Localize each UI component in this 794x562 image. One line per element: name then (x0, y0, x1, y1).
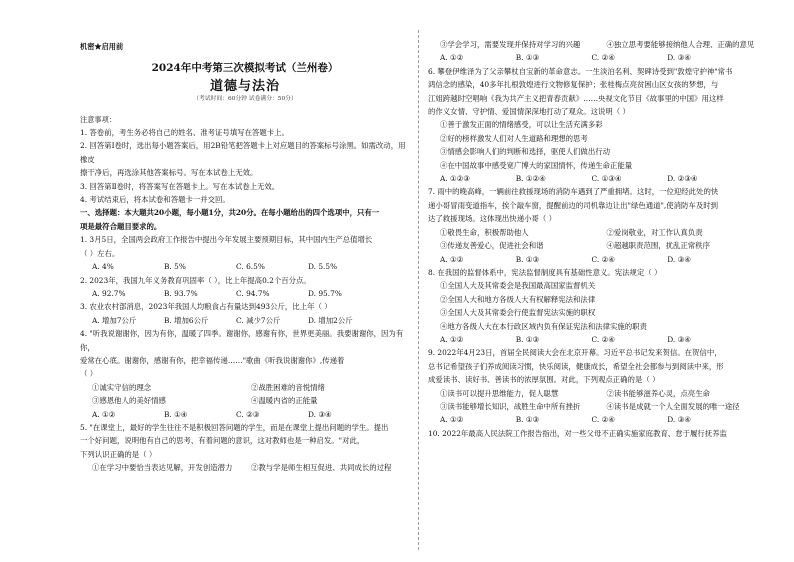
secret-label: 机密★启用前 (80, 42, 124, 51)
question-3-options (80, 314, 410, 327)
option-b: B. 5% (164, 262, 186, 272)
option-b: B. ①③ (515, 334, 540, 344)
note-line: 擦干净后，再选涂其他答案标号。写在本试卷上无效。 (80, 168, 258, 178)
question-4-items-row2 (80, 394, 410, 407)
question-1-options (80, 260, 410, 273)
question-8: 8. 在我国的监督体系中，宪法监督制度具有基础性意义。宪法规定（ ） (428, 267, 662, 277)
item: ③感恩他人的美好情感 (92, 396, 166, 406)
option-a: A. ①② (440, 254, 464, 264)
option-a: A. ①②③ (440, 174, 470, 184)
option-d: D. 95.7% (308, 288, 342, 298)
option-d: D. ③④ (667, 53, 691, 63)
section-heading: 一、选择题：本大题共20小题，每小题1分，共20分。在每小题给出的四个选项中，只有一 (80, 208, 380, 218)
question-7-cont: 达了救援现场。这体现出快递小哥（ ） (428, 214, 556, 224)
question-6-item: ①善于激发正面的情绪感受，可以让生活充满多彩 (440, 120, 603, 130)
option-c: C. ①③④ (591, 174, 622, 184)
option-c: C. 94.7% (236, 288, 270, 298)
question-3: 3. 农业农村部消息，2023年我国人均粮食占有量达到493公斤，比上年（ ） (80, 302, 332, 312)
question-6-cont: 江姐跨越时空唱响《我为共产主义把青春贡献》……央视文化节目《故事里的中国》用这样 (428, 93, 724, 103)
option-b: B. ①③ (515, 53, 540, 63)
question-4-blank: （ ） (80, 369, 98, 379)
question-5-options (428, 51, 773, 64)
question-6-item: ③情感会影响人们的判断和选择，驱使人们做出行动 (440, 147, 610, 157)
note-line: 1. 答卷前，考生务必将自己的姓名、准考证号填写在答题卡上。 (80, 128, 289, 138)
note-line: 4. 考试结束后，将本试卷和答题卡一并交回。 (80, 195, 230, 205)
question-6-cont: 鸿信念的感染，40多年扎根敦煌进行文物修复保护；张桂梅点亮贫困山区女孩的梦想，与 (428, 80, 719, 90)
question-2-options (80, 287, 410, 300)
exam-title: 2024年中考第三次模拟考试（兰州卷） (151, 62, 339, 75)
item: ④超越职责范围，扰乱正常秩序 (606, 241, 710, 251)
option-a: A. ①② (440, 334, 464, 344)
item: ①敬畏生命，积极帮助他人 (440, 227, 529, 237)
option-b: B. ①③ (515, 254, 540, 264)
note-line: 2. 回答第Ⅰ卷时，选出每小题答案后，用2B铅笔把答题卡上对应题目的答案标号涂黑。如需改动，用橡皮 (80, 141, 406, 164)
option-c: C. ②④ (591, 415, 615, 425)
option-d: D. ②③④ (667, 174, 698, 184)
option-d: D. 5.5% (308, 262, 338, 272)
question-8-item: ①全国人大及其常委会是我国最高国家监督机关 (440, 281, 596, 291)
question-5-items-row2 (428, 38, 773, 51)
option-c: C. 6.5% (236, 262, 265, 272)
item: ②战胜困难的音悦情绪 (251, 382, 325, 392)
question-4-cont: 爱常在心底。谢谢你，感谢有你，把幸福传递……"歌曲《听我说谢谢你》,传递着 (80, 355, 345, 365)
item: ①在学习中要恰当表达见解，开发创造潜力 (92, 463, 233, 473)
exam-meta: （考试时间：60分钟 试卷满分：50分） (193, 96, 297, 103)
question-4: 4. "听我说谢谢你，因为有你，温暖了四季。谢谢你，感谢有你，世界更美丽。我要谢谢你，因为有你， (80, 329, 404, 352)
question-9-items-row2 (428, 400, 773, 413)
item: ①读书可以提升思维能力，促人聪慧 (440, 388, 559, 398)
right-column (428, 38, 773, 440)
column-divider (418, 30, 419, 550)
question-5-prompt: 下列认识正确的是（ ） (80, 449, 157, 459)
item: ②教与学是师生相互促进、共同成长的过程 (251, 463, 392, 473)
question-7-cont: 递小哥冒雨变道指车，挨个敲车窗，提醒前边的司机靠边让出"绿色通道",使消防车及时到 (428, 200, 718, 210)
option-b: B. ①③ (515, 415, 540, 425)
option-b: B. 增加6公斤 (164, 315, 209, 325)
question-6: 6. 攀登伊维泽为了父亲攀杖自宝新的革命意志。一生淡泊名利、契碑诗受到"敦煌守护神"常书 (428, 66, 733, 76)
item: ④读书是成就一个人全面发展的唯一途径 (606, 401, 740, 411)
option-d: D. 增加2公斤 (308, 315, 353, 325)
notes-heading: 注意事项： (80, 114, 116, 124)
exam-subject: 道德与法治 (209, 78, 280, 94)
option-d: D. ③④ (667, 254, 691, 264)
question-1-cont: （ ）左右。 (80, 248, 120, 258)
question-4-options (80, 408, 410, 421)
item: ③读书能够增长知识，战胜生命中所有挫折 (440, 401, 581, 411)
option-c: C. 减少7公斤 (236, 315, 281, 325)
question-7: 7. 雨中的晚高峰，一辆前往救援现场的消防车遇到了严重拥堵。这时，一位迎经此处的快 (428, 187, 719, 197)
question-9-options (428, 413, 773, 426)
question-6-cont: 的作义女情、守护情、爱国情深深地打动了观众。这说明（ ） (428, 107, 630, 117)
option-c: C. ②④ (591, 53, 615, 63)
option-d: D. ③④ (667, 415, 691, 425)
option-d: D. ③④ (308, 409, 332, 419)
question-7-items-row1 (428, 226, 773, 239)
option-b: B. ①②④ (515, 174, 546, 184)
question-5-cont: 一个好问题，说明他有自己的思考、有着问题的意识，这对教师也是一种启发。"对此， (80, 436, 365, 446)
question-8-item: ④地方各级人大在本行政区域内负有保证宪法和法律实施的职责 (440, 321, 647, 331)
question-6-options (428, 172, 773, 185)
question-8-item: ③全国人大及其常委会行使监督宪法实施的职权 (440, 308, 596, 318)
question-7-items-row2 (428, 239, 773, 252)
question-9-items-row1 (428, 387, 773, 400)
option-a: A. ①② (440, 53, 464, 63)
question-7-options (428, 253, 773, 266)
item: ④独立思考要能够接纳他人合理、正确的意见 (606, 40, 755, 49)
option-a: A. ①② (440, 415, 464, 425)
option-a: A. 4% (92, 262, 114, 272)
option-b: B. ①④ (164, 409, 188, 419)
question-9-cont: 总书记希望孩子们养成阅读习惯，快乐阅读，健康成长，希望全社会都参与到阅读中来，形 (428, 361, 724, 371)
question-8-item: ②全国人大和地方各级人大有权解释宪法和法律 (440, 294, 596, 304)
option-c: C. ②④ (591, 334, 615, 344)
option-d: D. ③④ (667, 334, 691, 344)
item: ③传递友善爱心，促进社会和谐 (440, 241, 544, 251)
question-5: 5. "在课堂上，最好的学生往往不是积极回答问题的学生，而是在课堂上提出问题的学生。提出 (80, 422, 389, 432)
item: ②爱岗敬业，对工作认真负责 (606, 227, 703, 237)
note-line: 3. 回答第Ⅱ卷时，将答案写在答题卡上。写在本试卷上无效。 (80, 181, 280, 191)
question-2: 2. 2023年，我国九年义务教育巩固率（ ），比上年提高0.2个百分点。 (80, 275, 311, 285)
left-column (80, 40, 410, 475)
section-heading-cont: 项是最符合题目要求的。 (80, 221, 162, 231)
question-9-cont: 成爱读书、读好书、善读书的浓厚氛围。对此，下列观点正确的是（ ） (428, 375, 660, 385)
question-6-item: ②好的榜样激发人们对人生道路和理想的思考 (440, 133, 588, 143)
option-a: A. ①② (92, 409, 116, 419)
question-8-options (428, 333, 773, 346)
option-c: C. ②③ (236, 409, 260, 419)
question-1: 1. 3月5日，全国两会政府工作报告中提出今年发展主要预期目标，其中国内生产总值增长 (80, 235, 373, 245)
question-4-items-row1 (80, 381, 410, 394)
question-10: 10. 2022年最高人民法院工作报告指出，对一些父母不正确实施家庭教育、怠于履行抚养监 (428, 428, 727, 438)
question-9: 9. 2022年4月23日，首届全民阅读大会在北京开幕。习近平总书记发来贺信。在贺信中， (428, 348, 722, 358)
option-a: A. 92.7% (92, 288, 126, 298)
option-c: C. ②④ (591, 254, 615, 264)
question-6-item: ④在中国故事中感受宽广博大的家国情怀，传递生命正能量 (440, 160, 633, 170)
option-a: A. 增加7公斤 (92, 315, 137, 325)
question-5-items-row1 (80, 461, 410, 474)
item: ②读书能够滋养心灵，点亮生命 (606, 388, 710, 398)
item: ①诚实守信的理念 (92, 382, 152, 392)
option-b: B. 93.7% (164, 288, 198, 298)
item: ④温暖内省的正能量 (251, 396, 318, 406)
item: ③学会学习，需要发现并保持对学习的兴趣 (440, 40, 581, 49)
